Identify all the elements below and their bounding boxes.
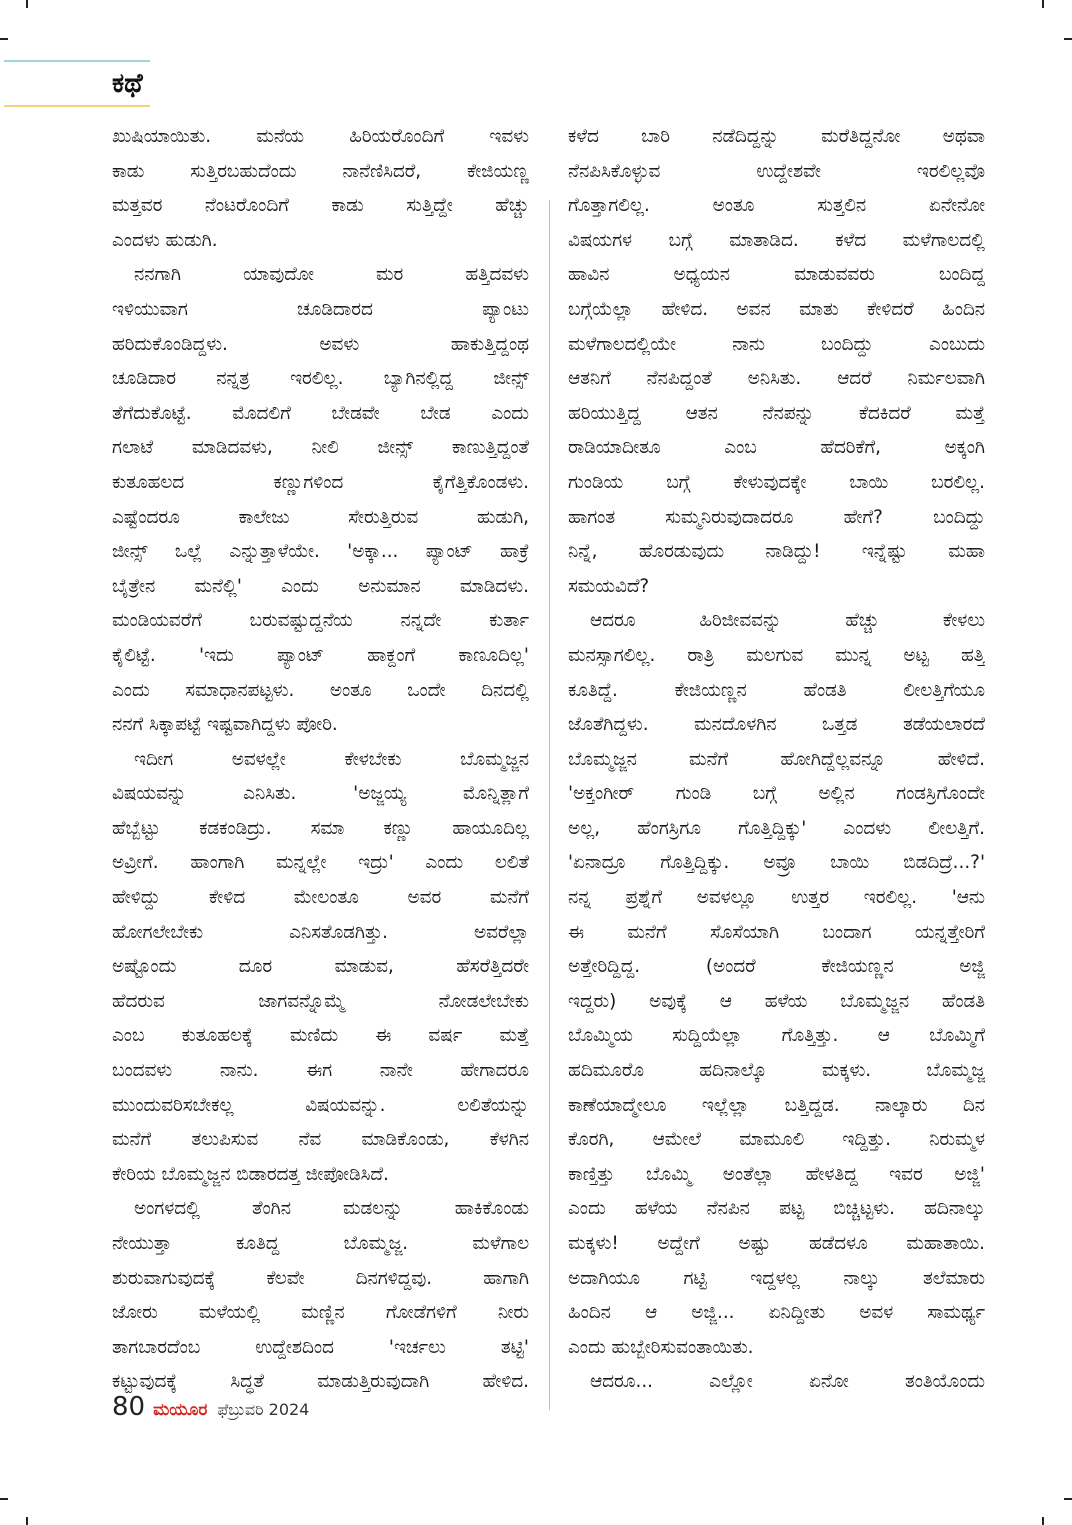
text-line: ತಾಗಬಾರದೆಂಬ ಉದ್ದೇಶದಿಂದ 'ಇರ್ಚಲು ತಟ್ಟಿ' xyxy=(112,1336,529,1358)
crop-mark xyxy=(26,0,28,8)
text-line: ಆದರೂ... ಎಲ್ಲೋ ಏನೋ ತಂತಿಯೊಂದು xyxy=(590,1371,985,1393)
text-line: ಖುಷಿಯಾಯಿತು. ಮನೆಯ ಹಿರಿಯರೊಂದಿಗೆ ಇವಳು xyxy=(112,126,529,147)
text-line: ಮಕ್ಕಳು! ಅದ್ದೇಗೆ ಅಷ್ಟು ಹಡೆದಳೂ ಮಹಾತಾಯಿ. xyxy=(568,1233,985,1254)
text-line: ಹಾಗಂತ ಸುಮ್ಮನಿರುವುದಾದರೂ ಹೇಗೆ? ಬಂದಿದ್ದು xyxy=(568,506,985,528)
text-line: ಜೊತೆಗಿದ್ದಳು. ಮನದೊಳಗಿನ ಒತ್ತಡ ತಡೆಯಲಾರದೆ xyxy=(568,714,985,736)
text-line: ಎಂದಳು ಹುಡುಗಿ. xyxy=(112,229,218,251)
text-line: ಹಾವಿನ ಅಧ್ಯಯನ ಮಾಡುವವರು ಬಂದಿದ್ದ xyxy=(568,264,985,286)
text-line: ಗುಂಡಿಯ ಬಗ್ಗೆ ಕೇಳುವುದಕ್ಕೇ ಬಾಯಿ ಬರಲಿಲ್ಲ. xyxy=(568,471,985,493)
text-line: ನನಗೆ ಸಿಕ್ಕಾಪಟ್ಟೆ ಇಷ್ಟವಾಗಿದ್ದಳು ಪೋರಿ. xyxy=(112,714,338,736)
text-line: ಆದರೂ ಹಿರಿಜೀವವನ್ನು ಹೆಚ್ಚು ಕೇಳಲು xyxy=(590,610,985,632)
text-line: ಕಾಡು ಸುತ್ತಿರಬಹುದೆಂದು ನಾನೆಣಿಸಿದರೆ, ಕೇಜಿಯಣ್ಣ xyxy=(112,160,529,182)
text-line: ರಾಡಿಯಾದೀತೂ ಎಂಬ ಹೆದರಿಕೆಗೆ, ಅಕ್ಕಂಗಿ xyxy=(568,437,985,459)
text-line: ಕಾಣ್ತಿತ್ತು ಬೊಮ್ಮಿ ಅಂತೆಲ್ಲಾ ಹೇಳತಿದ್ದ ಇವರ ಅಜ್ಜಿ' xyxy=(568,1163,985,1185)
text-line: ನೆನಪಿಸಿಕೊಳ್ಳುವ ಉದ್ದೇಶವೇ ಇರಲಿಲ್ಲವೊ xyxy=(568,160,985,182)
text-line: ತೆಗೆದುಕೊಟ್ಟೆ. ಮೊದಲಿಗೆ ಬೇಡವೇ ಬೇಡ ಎಂದು xyxy=(112,402,529,424)
text-line: ಎಂಬ ಕುತೂಹಲಕ್ಕೆ ಮಣಿದು ಈ ವರ್ಷ ಮತ್ತೆ xyxy=(112,1025,529,1047)
text-line: ಹರಿದುಕೊಂಡಿದ್ದಳು. ಅವಳು ಹಾಕುತ್ತಿದ್ದಂಥ xyxy=(112,333,529,355)
text-line: ಎಂದು ಹಳೆಯ ನೆನಪಿನ ಪಟ್ಟ ಬಿಚ್ಚಿಟ್ಟಳು. ಹದಿನಾಲ್ಕು xyxy=(568,1198,985,1220)
text-line: ಹೆದರುವ ಜಾಗವನ್ನೊಮ್ಮೆ ನೋಡಲೇಬೇಕು xyxy=(112,990,529,1012)
text-line: ಜೋರು ಮಳೆಯಲ್ಲಿ ಮಣ್ಣಿನ ಗೋಡೆಗಳಿಗೆ ನೀರು xyxy=(112,1302,529,1324)
column-divider xyxy=(549,200,550,1410)
text-line: ಗೊತ್ತಾಗಲಿಲ್ಲ. ಅಂತೂ ಸುತ್ತಲಿನ ಏನೇನೋ xyxy=(568,195,985,217)
text-line: ಮನಸ್ಸಾಗಲಿಲ್ಲ. ರಾತ್ರಿ ಮಲಗುವ ಮುನ್ನ ಅಟ್ಟ ಹತ್ತಿ xyxy=(568,644,985,666)
text-line: ಎಂದು ಸಮಾಧಾನಪಟ್ಟಳು. ಅಂತೂ ಒಂದೇ ದಿನದಲ್ಲಿ xyxy=(112,679,529,701)
text-line: ಸಮಯವಿದೆ? xyxy=(568,575,650,597)
text-line: ಬೊಮ್ಮಿಯ ಸುದ್ದಿಯೆಲ್ಲಾ ಗೊತ್ತಿತ್ತು. ಆ ಬೊಮ್ಮಿಗೆ xyxy=(568,1025,985,1047)
crop-mark xyxy=(0,1498,8,1500)
issue-date: ಫೆಬ್ರುವರಿ 2024 xyxy=(217,1400,310,1419)
crop-mark xyxy=(0,38,8,40)
text-line: ಬೈತ್ರೇನ ಮನೆಲ್ಲಿ' ಎಂದು ಅನುಮಾನ ಮಾಡಿದಳು. xyxy=(112,575,529,597)
text-line: ಬೊಮ್ಮಜ್ಜನ ಮನೆಗೆ ಹೋಗಿದ್ದೆಲ್ಲವನ್ನೂ ಹೇಳಿದೆ. xyxy=(568,748,985,770)
text-line: ಹೋಗಲೇಬೇಕು ಎನಿಸತೊಡಗಿತ್ತು. ಅವರೆಲ್ಲಾ xyxy=(112,921,529,943)
text-line: ಇದ್ದರು) ಅವುಕ್ಕೆ ಆ ಹಳೆಯ ಬೊಮ್ಮಜ್ಜನ ಹೆಂಡತಿ xyxy=(568,990,985,1012)
text-line: ಅಲ್ಲ, ಹೆಂಗಸ್ರಿಗೂ ಗೊತ್ತಿದ್ದಿಕ್ಕು' ಎಂದಳು ಲೀಲತ್ತಿಗೆ. xyxy=(568,817,985,839)
text-line: ಗಲಾಟೆ ಮಾಡಿದವಳು, ನೀಲಿ ಜೀನ್ಸ್ ಕಾಣುತ್ತಿದ್ದಂತೆ xyxy=(112,437,529,459)
text-line: ಕಾಣೆಯಾದ್ಮೇಲೂ ಇಲ್ಲೆಲ್ಲಾ ಬತ್ತಿದ್ದಡ. ನಾಲ್ಕಾರು ದಿನ xyxy=(568,1094,985,1116)
text-line: ಕಟ್ಟುವುದಕ್ಕೆ ಸಿದ್ಧತೆ ಮಾಡುತ್ತಿರುವುದಾಗಿ ಹೇಳಿದ. xyxy=(112,1371,529,1393)
text-line: ನಿನ್ನೆ, ಹೊರಡುವುದು ನಾಡಿದ್ದು! ಇನ್ನೆಷ್ಟು ಮಹಾ xyxy=(568,541,985,563)
text-line: ಹರಿಯುತ್ತಿದ್ದ ಆತನ ನೆನಪನ್ನು ಕೆದಕಿದರೆ ಮತ್ತೆ xyxy=(568,402,985,424)
text-line: ಅತ್ತೇರಿದ್ದಿದ್ದ. (ಅಂದರೆ ಕೇಜಿಯಣ್ಣನ ಅಜ್ಜಿ xyxy=(568,956,985,978)
text-line: ಅದಾಗಿಯೂ ಗಟ್ಟಿ ಇದ್ದಳಲ್ಲ ನಾಲ್ಕು ತಲೆಮಾರು xyxy=(568,1267,985,1289)
text-line: ವಿಷಯವನ್ನು ಎನಿಸಿತು. 'ಅಜ್ಜಯ್ಯ ಮೊನ್ನಿತ್ಲಾಗೆ xyxy=(112,783,529,805)
text-line: ಎಂದು ಹುಬ್ಬೇರಿಸುವಂತಾಯಿತು. xyxy=(568,1336,754,1358)
text-line: ಅಂಗಳದಲ್ಲಿ ತೆಂಗಿನ ಮಡಲನ್ನು ಹಾಕಿಕೊಂಡು xyxy=(134,1198,529,1220)
text-line: ಇಳಿಯುವಾಗ ಚೂಡಿದಾರದ ಪ್ಯಾಂಟು xyxy=(112,298,529,320)
text-line: ಆತನಿಗೆ ನೆನಪಿದ್ದಂತೆ ಅನಿಸಿತು. ಆದರೆ ನಿರ್ಮಲವಾಗಿ xyxy=(568,368,985,390)
text-line: 'ಏನಾದ್ರೂ ಗೊತ್ತಿದ್ದಿಕ್ಕು. ಅವ್ರೂ ಬಾಯಿ ಬಿಡದಿದ್ರೆ...?' xyxy=(568,852,985,874)
text-line: ಕೈಲಿಟ್ಟೆ. 'ಇದು ಪ್ಯಾಂಟ್ ಹಾಕ್ದಂಗೆ ಕಾಣೂದಿಲ್ಲ' xyxy=(112,644,529,666)
text-line: ಬಂದವಳು ನಾನು. ಈಗ ನಾನೇ ಹೇಗಾದರೂ xyxy=(112,1060,529,1082)
page-footer xyxy=(112,1392,309,1432)
crop-mark xyxy=(26,1517,28,1525)
text-line: ಅಷ್ಟೊಂದು ದೂರ ಮಾಡುವ, ಹೆಸರೆತ್ತಿದರೇ xyxy=(112,956,529,978)
crop-mark xyxy=(1064,38,1072,40)
text-line: ಅವ್ರೀಗೆ. ಹಾಂಗಾಗಿ ಮನ್ನಲ್ಲೇ ಇದ್ರು' ಎಂದು ಲಲಿತೆ xyxy=(112,852,529,874)
text-line: ಮಳೆಗಾಲದಲ್ಲಿಯೇ ನಾನು ಬಂದಿದ್ದು ಎಂಬುದು xyxy=(568,333,985,355)
page-number: 80 xyxy=(112,1392,146,1422)
right-text-column xyxy=(568,120,985,1400)
text-line: ಜೀನ್ಸ್ ಒಲ್ಲೆ ಎನ್ನುತ್ತಾಳೆಯೇ. 'ಅಕ್ಕಾ... ಪ್ಯಾಂಟ್ ಹಾಕ್ರೆ xyxy=(112,541,529,563)
crop-mark xyxy=(1042,0,1044,8)
text-line: ಮನೆಗೆ ತಲುಪಿಸುವ ನೆವ ಮಾಡಿಕೊಂಡು, ಕೆಳಗಿನ xyxy=(112,1129,529,1151)
left-text-column xyxy=(112,120,529,1400)
text-line: ನನ್ನ ಪ್ರಶ್ನೆಗೆ ಅವಳಲ್ಲೂ ಉತ್ತರ ಇರಲಿಲ್ಲ. 'ಆನು xyxy=(568,887,985,909)
section-header-rule-top xyxy=(4,60,150,62)
text-line: ಶುರುವಾಗುವುದಕ್ಕೆ ಕೆಲವೇ ದಿನಗಳಿದ್ದವು. ಹಾಗಾಗಿ xyxy=(112,1267,529,1289)
text-line: ನೇಯುತ್ತಾ ಕೂತಿದ್ದ ಬೊಮ್ಮಜ್ಜ. ಮಳೆಗಾಲ xyxy=(112,1233,529,1254)
text-line: ಹಿಂದಿನ ಆ ಅಜ್ಜಿ... ಏನಿದ್ದೀತು ಅವಳ ಸಾಮರ್ಥ್ಯ xyxy=(568,1302,985,1324)
section-header-rule-bottom xyxy=(4,105,150,107)
text-line: ಕೇರಿಯ ಬೊಮ್ಮಜ್ಜನ ಬಿಡಾರದತ್ತ ಜೀಪೋಡಿಸಿದೆ. xyxy=(112,1163,389,1185)
text-line: ನನಗಾಗಿ ಯಾವುದೋ ಮರ ಹತ್ತಿದವಳು xyxy=(134,264,529,286)
text-line: ಈ ಮನೆಗೆ ಸೊಸೆಯಾಗಿ ಬಂದಾಗ ಯನ್ನತ್ತೇರಿಗೆ xyxy=(568,921,985,943)
text-line: ಹೆಬ್ಬೆಟ್ಟು ಕಡಕಂಡಿದ್ರು. ಸಮಾ ಕಣ್ಣು ಹಾಯೂದಿಲ್ಲ xyxy=(112,817,529,839)
text-line: ಇದೀಗ ಅವಳಲ್ಲೇ ಕೇಳಬೇಕು ಬೊಮ್ಮಜ್ಜನ xyxy=(134,748,529,770)
section-title: ಕಥೆ xyxy=(112,68,143,99)
text-line: ಕುತೂಹಲದ ಕಣ್ಣುಗಳಿಂದ ಕೈಗೆತ್ತಿಕೊಂಡಳು. xyxy=(112,471,529,493)
crop-mark xyxy=(1042,1517,1044,1525)
text-line: ಎಷ್ಟೆಂದರೂ ಕಾಲೇಜು ಸೇರುತ್ತಿರುವ ಹುಡುಗಿ, xyxy=(112,506,529,528)
text-line: ಬಗ್ಗೆಯೆಲ್ಲಾ ಹೇಳಿದ. ಅವನ ಮಾತು ಕೇಳಿದರೆ ಹಿಂದಿನ xyxy=(568,298,985,320)
text-line: ಮಂಡಿಯವರೆಗೆ ಬರುವಷ್ಟುದ್ದನೆಯ ನನ್ನದೇ ಕುರ್ತಾ xyxy=(112,610,529,632)
text-line: ಮುಂದುವರಿಸಬೇಕಲ್ಲ ವಿಷಯವನ್ನು. ಲಲಿತೆಯನ್ನು xyxy=(112,1094,529,1116)
text-line: 'ಅಕ್ತಂಗೀರ್ ಗುಂಡಿ ಬಗ್ಗೆ ಅಲ್ಲಿನ ಗಂಡಸ್ರಿಗೊಂದೇ xyxy=(568,783,985,805)
text-line: ಕೊರಗಿ, ಆಮೇಲೆ ಮಾಮೂಲಿ ಇದ್ದಿತ್ತು. ನಿರುಮ್ಮಳ xyxy=(568,1129,985,1151)
text-line: ಕೂತಿದ್ದೆ. ಕೇಜಿಯಣ್ಣನ ಹೆಂಡತಿ ಲೀಲತ್ತಿಗೆಯೂ xyxy=(568,679,985,701)
magazine-logo: ಮಯೂರ xyxy=(153,1400,208,1420)
text-line: ಕಳೆದ ಬಾರಿ ನಡೆದಿದ್ದನ್ನು ಮರೆತಿದ್ದನೋ ಅಥವಾ xyxy=(568,126,985,147)
crop-mark xyxy=(1064,1498,1072,1500)
text-line: ಹದಿಮೂರೊ ಹದಿನಾಲ್ಕೊ ಮಕ್ಕಳು. ಬೊಮ್ಮಜ್ಜ xyxy=(568,1060,985,1082)
text-line: ವಿಷಯಗಳ ಬಗ್ಗೆ ಮಾತಾಡಿದ. ಕಳೆದ ಮಳೆಗಾಲದಲ್ಲಿ xyxy=(568,229,985,251)
text-line: ಹೇಳಿದ್ದು ಕೇಳಿದ ಮೇಲಂತೂ ಅವರ ಮನೆಗೆ xyxy=(112,887,529,909)
text-line: ಚೂಡಿದಾರ ನನ್ನತ್ರ ಇರಲಿಲ್ಲ. ಬ್ಯಾಗಿನಲ್ಲಿದ್ದ ಜೀನ್ಸ್ xyxy=(112,368,529,390)
text-line: ಮತ್ತವರ ನೆಂಟರೊಂದಿಗೆ ಕಾಡು ಸುತ್ತಿದ್ದೇ ಹೆಚ್ಚು xyxy=(112,195,529,217)
